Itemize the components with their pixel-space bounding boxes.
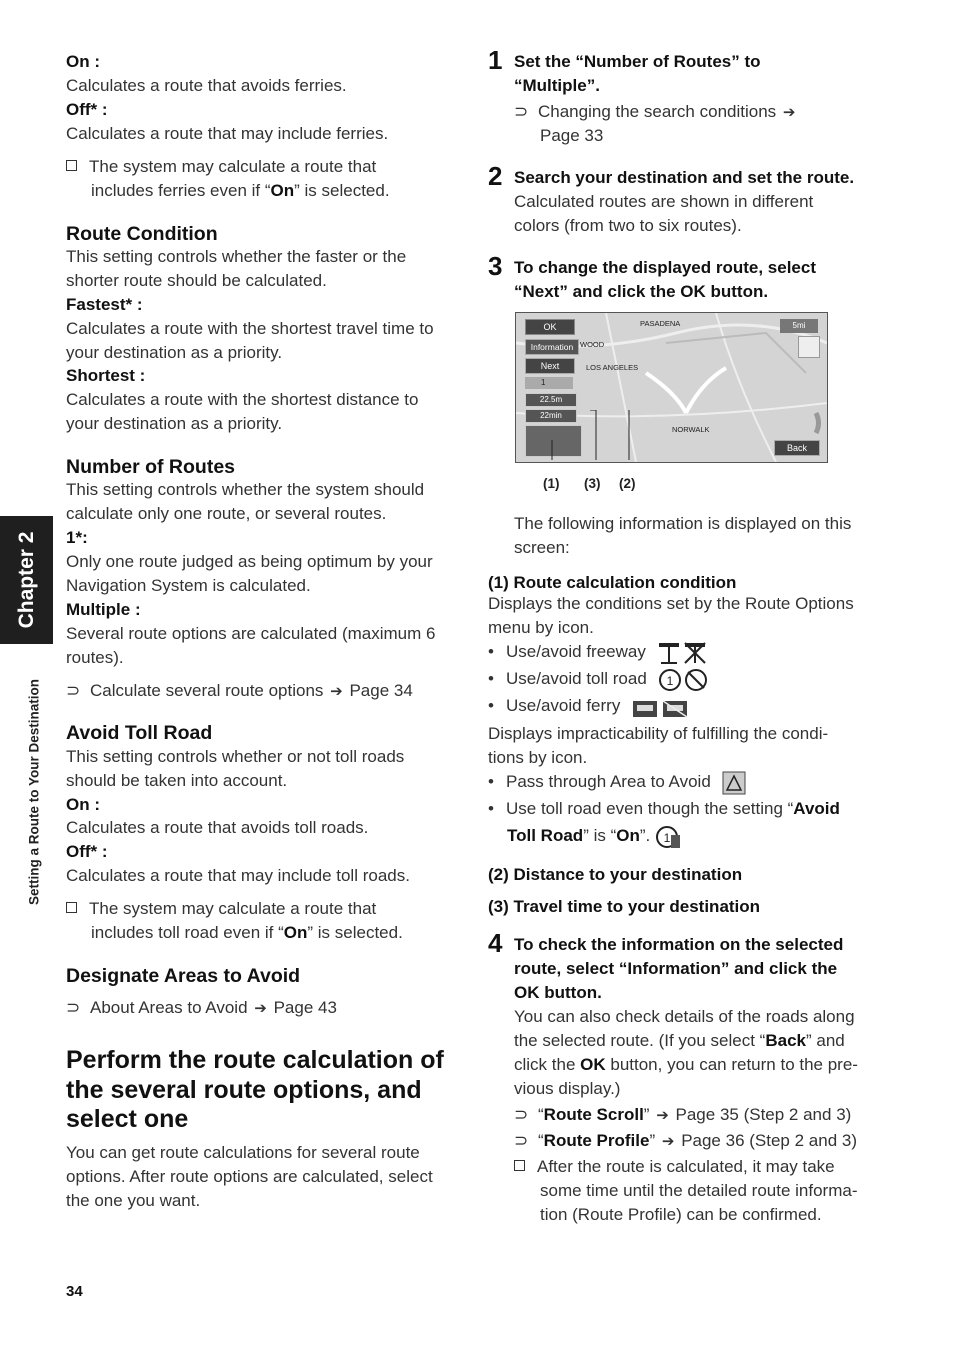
atr-on-label: On : <box>66 795 100 814</box>
step-1-ref-page: Page 33 <box>540 126 604 145</box>
intro-2: options. After route options are calculated, select <box>66 1167 433 1186</box>
rc-desc-1: This setting controls whether the faster or the <box>66 247 407 266</box>
step-2-desc-1: Calculated routes are shown in different <box>514 192 814 211</box>
atr-on-desc: Calculates a route that avoids toll roads. <box>66 818 369 837</box>
nr-page-ref: ⊃ Calculate several route options ➔ Page 34 <box>66 679 413 704</box>
profile-note-1: After the route is calculated, it may take <box>514 1155 835 1179</box>
nr-desc-2: calculate only one route, or several routes. <box>66 504 387 523</box>
callout-3: (3) <box>584 476 601 491</box>
atr-note: The system may calculate a route that <box>66 897 376 921</box>
section-title-line-3: select one <box>66 1105 189 1133</box>
step-1-ref: ⊃ Changing the search conditions ➔ <box>514 100 797 125</box>
ref-icon: ⊃ <box>514 102 529 121</box>
svg-text:1: 1 <box>663 830 671 845</box>
information-button[interactable]: Information <box>525 339 579 355</box>
c1-bullet-toll-even: • Use toll road even though the setting “Avoid <box>488 799 840 818</box>
route-number: 1 <box>525 377 573 389</box>
note-checkbox-icon <box>66 160 77 171</box>
c1-desc-1: Displays the conditions set by the Route Options <box>488 594 854 613</box>
ferry-off-desc: Calculates a route that may include ferries. <box>66 124 389 143</box>
nr-desc-1: This setting controls whether the system should <box>66 480 425 499</box>
next-button[interactable]: Next <box>525 358 575 374</box>
route-condition-heading: Route Condition <box>66 223 218 245</box>
rc-fastest-desc-2: your destination as a priority. <box>66 343 283 362</box>
c1-bullet-ferry: • Use/avoid ferry <box>488 694 689 719</box>
avoid-toll-road-heading: Avoid Toll Road <box>66 722 213 744</box>
step-3-line-1: To change the displayed route, select <box>514 258 816 277</box>
rc-desc-2: shorter route should be calculated. <box>66 271 327 290</box>
profile-note-2: some time until the detailed route informa- <box>540 1181 858 1200</box>
c1-bullet-area: • Pass through Area to Avoid <box>488 770 746 795</box>
nr-multi-desc-2: routes). <box>66 648 124 667</box>
step-1-line-1: Set the “Number of Routes” to <box>514 52 761 71</box>
step-4-line-2: route, select “Information” and click the <box>514 959 838 978</box>
c1-desc-3: Displays impracticability of fulfilling the condi- <box>488 724 829 743</box>
rc-shortest-desc-2: your destination as a priority. <box>66 414 283 433</box>
c1-bullet-freeway: • Use/avoid freeway <box>488 640 709 665</box>
place-wood: WOOD <box>580 340 605 349</box>
nr-one-desc-2: Navigation System is calculated. <box>66 576 311 595</box>
c1-desc-4: tions by icon. <box>488 748 588 767</box>
step-4-number: 4 <box>488 928 503 958</box>
atr-off-desc: Calculates a route that may include toll roads. <box>66 866 410 885</box>
arrow-right-icon: ➔ <box>782 104 796 121</box>
back-button[interactable]: Back <box>774 440 820 456</box>
ref-icon: ⊃ <box>66 681 81 700</box>
svg-text:1: 1 <box>666 673 673 688</box>
ok-button[interactable]: OK <box>525 319 575 335</box>
rc-fastest-label: Fastest* : <box>66 295 143 314</box>
atr-note-cont: includes toll road even if “On” is selected. <box>91 923 403 942</box>
arrow-right-icon: ➔ <box>656 1107 669 1124</box>
nr-one-label: 1*: <box>66 528 88 547</box>
section-title-line-1: Perform the route calculation of <box>66 1046 444 1074</box>
page-number: 34 <box>66 1283 83 1300</box>
area-to-avoid-icon <box>722 771 746 795</box>
step-2-line-1: Search your destination and set the route. <box>514 168 855 187</box>
ferry-note-cont: includes ferries even if “On” is selected. <box>91 181 390 200</box>
toll-warning-icon <box>655 825 681 849</box>
step-4-desc-4: vious display.) <box>514 1079 621 1098</box>
callout-lines <box>530 410 690 460</box>
info-2: screen: <box>514 538 570 557</box>
ref-icon: ⊃ <box>66 998 81 1017</box>
step-1-line-2: “Multiple”. <box>514 76 600 95</box>
rc-shortest-desc-1: Calculates a route with the shortest distance to <box>66 390 419 409</box>
rc-fastest-desc-1: Calculates a route with the shortest travel time to <box>66 319 434 338</box>
chapter-label: Chapter 2 <box>14 531 38 629</box>
toll-road-icon <box>658 668 710 692</box>
freeway-icon <box>657 641 709 665</box>
note-checkbox-icon <box>514 1160 525 1171</box>
c1-bullet-toll: • Use/avoid toll road 1 <box>488 667 710 692</box>
profile-note-3: tion (Route Profile) can be confirmed. <box>540 1205 822 1224</box>
step-3-line-2: “Next” and click the OK button. <box>514 282 769 301</box>
callout-1: (1) <box>543 476 560 491</box>
section-title-line-2: the several route options, and <box>66 1076 422 1104</box>
nr-multi-desc-1: Several route options are calculated (maximum 6 <box>66 624 436 643</box>
nr-multi-label: Multiple : <box>66 600 141 619</box>
step-4-line-3: OK button. <box>514 983 602 1002</box>
zoom-arrows[interactable] <box>798 336 820 358</box>
step-4-desc-1: You can also check details of the roads along <box>514 1007 855 1026</box>
arrow-right-icon: ➔ <box>330 683 343 700</box>
place-los-angeles: LOS ANGELES <box>586 363 639 372</box>
distance-readout: 22.5m <box>525 393 577 407</box>
callout-2: (2) <box>619 476 636 491</box>
nr-one-desc-1: Only one route judged as being optimum by your <box>66 552 433 571</box>
designate-areas-heading: Designate Areas to Avoid <box>66 965 301 987</box>
c1-desc-2: menu by icon. <box>488 618 594 637</box>
step-2-number: 2 <box>488 161 503 191</box>
arrow-right-icon: ➔ <box>661 1133 675 1150</box>
ferry-on-label: On : <box>66 52 100 71</box>
c3-title: (3) Travel time to your destination <box>488 897 761 916</box>
step-3-number: 3 <box>488 251 503 281</box>
place-norwalk: NORWALK <box>672 425 710 434</box>
step-4-desc-2: the selected route. (If you select “Back” and <box>514 1031 845 1050</box>
time-readout: 22min <box>525 409 577 423</box>
atr-desc-1: This setting controls whether or not toll roads <box>66 747 405 766</box>
ref-icon: ⊃ <box>514 1105 529 1124</box>
section-vertical-label: Setting a Route to Your Destination <box>26 678 42 906</box>
step-1-number: 1 <box>488 45 503 75</box>
ref-icon: ⊃ <box>514 1131 529 1150</box>
step-4-line-1: To check the information on the selected <box>514 935 844 954</box>
rc-shortest-label: Shortest : <box>66 366 146 385</box>
route-scroll-ref: ⊃ “Route Scroll” ➔ Page 35 (Step 2 and 3) <box>514 1103 851 1128</box>
arrow-right-icon: ➔ <box>254 1000 267 1017</box>
atr-off-label: Off* : <box>66 842 108 861</box>
info-1: The following information is displayed on this <box>514 514 852 533</box>
scale-indicator: 5mi <box>780 319 818 333</box>
atr-desc-2: should be taken into account. <box>66 771 288 790</box>
c1-bullet-toll-even-cont: Toll Road” is “On”. 1 <box>507 824 681 849</box>
number-of-routes-heading: Number of Routes <box>66 456 236 478</box>
route-profile-ref: ⊃ “Route Profile” ➔ Page 36 (Step 2 and 3) <box>514 1129 857 1154</box>
c1-title: (1) Route calculation condition <box>488 573 737 592</box>
step-4-desc-3: click the OK button, you can return to the pre- <box>514 1055 858 1074</box>
chapter-tab <box>0 516 53 644</box>
intro-1: You can get route calculations for several route <box>66 1143 420 1162</box>
ferry-off-label: Off* : <box>66 100 108 119</box>
ferry-on-desc: Calculates a route that avoids ferries. <box>66 76 347 95</box>
intro-3: the one you want. <box>66 1191 201 1210</box>
daa-page-ref: ⊃ About Areas to Avoid ➔ Page 43 <box>66 996 337 1021</box>
ferry-icon <box>631 695 689 719</box>
c2-title: (2) Distance to your destination <box>488 865 743 884</box>
note-checkbox-icon <box>66 902 77 913</box>
step-2-desc-2: colors (from two to six routes). <box>514 216 742 235</box>
place-pasadena: PASADENA <box>640 319 681 328</box>
ferry-note: The system may calculate a route that <box>66 155 376 179</box>
